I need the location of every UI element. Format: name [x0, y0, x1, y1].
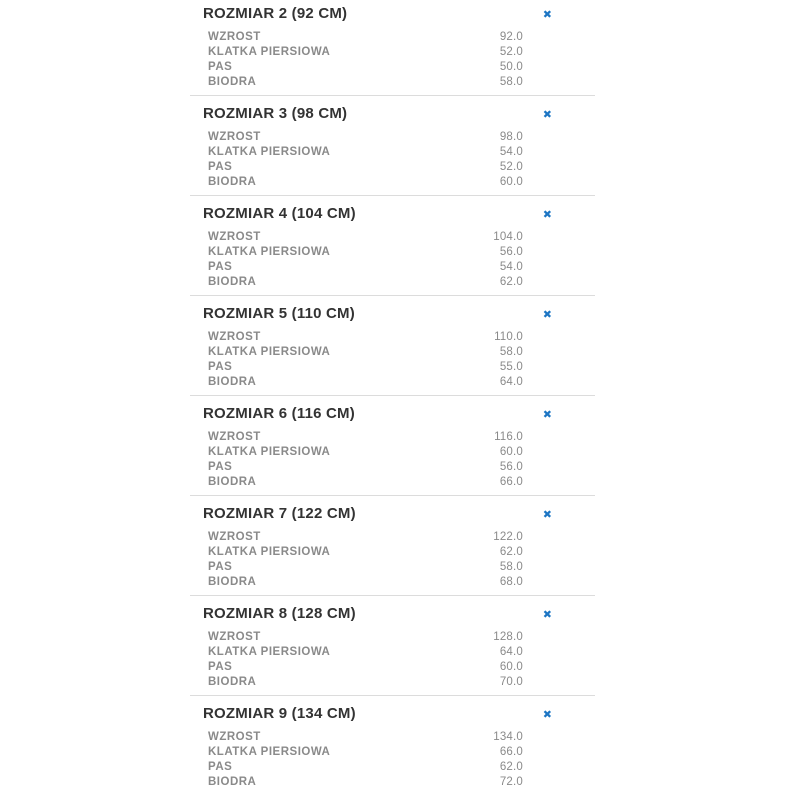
size-section-title: ROZMIAR 5 (110 CM) — [203, 305, 355, 322]
measurement-rows — [190, 730, 595, 790]
measurement-value: 110.0 — [494, 331, 523, 343]
measurement-row — [190, 675, 595, 690]
measurement-value: 50.0 — [499, 61, 523, 73]
measurement-label: BIODRA — [208, 676, 257, 688]
size-chart-panel — [190, 0, 595, 790]
measurement-row — [190, 375, 595, 390]
measurement-row — [190, 175, 595, 190]
size-section-title: ROZMIAR 9 (134 CM) — [203, 705, 356, 722]
measurement-value: 62.0 — [499, 546, 523, 558]
measurement-label: PAS — [208, 561, 233, 573]
remove-size-button[interactable] — [543, 9, 552, 20]
size-section — [190, 196, 595, 296]
measurement-row — [190, 260, 595, 275]
measurement-row — [190, 330, 595, 345]
measurement-value: 55.0 — [499, 361, 523, 373]
remove-size-button[interactable] — [543, 609, 552, 620]
measurement-label: WZROST — [208, 131, 261, 143]
size-section — [190, 0, 595, 96]
measurement-label: BIODRA — [208, 476, 257, 488]
measurement-rows — [190, 330, 595, 390]
close-icon: ✖ — [542, 407, 552, 421]
measurement-value: 104.0 — [493, 231, 523, 243]
measurement-value: 128.0 — [493, 631, 523, 643]
measurement-label: WZROST — [208, 231, 261, 243]
measurement-label: KLATKA PIERSIOWA — [208, 746, 331, 758]
measurement-label: PAS — [208, 761, 233, 773]
measurement-label: WZROST — [208, 631, 261, 643]
measurement-rows — [190, 430, 595, 490]
measurement-label: WZROST — [208, 731, 261, 743]
measurement-label: KLATKA PIERSIOWA — [208, 146, 331, 158]
measurement-value: 58.0 — [499, 76, 523, 88]
measurement-value: 58.0 — [499, 346, 523, 358]
measurement-label: PAS — [208, 161, 233, 173]
size-section-header — [190, 104, 595, 124]
measurement-label: PAS — [208, 61, 233, 73]
measurement-rows — [190, 530, 595, 590]
size-section-title: ROZMIAR 8 (128 CM) — [203, 605, 356, 622]
measurement-value: 68.0 — [499, 576, 523, 588]
remove-size-button[interactable] — [543, 209, 552, 220]
measurement-row — [190, 145, 595, 160]
measurement-row — [190, 630, 595, 645]
size-section-header — [190, 204, 595, 224]
size-section — [190, 296, 595, 396]
measurement-label: KLATKA PIERSIOWA — [208, 46, 331, 58]
measurement-value: 60.0 — [499, 446, 523, 458]
measurement-label: BIODRA — [208, 276, 257, 288]
measurement-value: 54.0 — [499, 146, 523, 158]
close-icon: ✖ — [542, 107, 552, 121]
measurement-label: PAS — [208, 261, 233, 273]
measurement-value: 62.0 — [499, 761, 523, 773]
measurement-row — [190, 60, 595, 75]
size-section-title: ROZMIAR 6 (116 CM) — [203, 405, 355, 422]
measurement-value: 56.0 — [499, 246, 523, 258]
size-section-title: ROZMIAR 2 (92 CM) — [203, 5, 348, 22]
close-icon: ✖ — [542, 7, 552, 21]
measurement-row — [190, 475, 595, 490]
size-section — [190, 396, 595, 496]
close-icon: ✖ — [542, 207, 552, 221]
measurement-row — [190, 130, 595, 145]
measurement-row — [190, 530, 595, 545]
measurement-row — [190, 30, 595, 45]
measurement-value: 66.0 — [499, 476, 523, 488]
measurement-label: KLATKA PIERSIOWA — [208, 446, 331, 458]
measurement-label: BIODRA — [208, 576, 257, 588]
measurement-label: KLATKA PIERSIOWA — [208, 646, 331, 658]
measurement-label: WZROST — [208, 331, 261, 343]
measurement-label: KLATKA PIERSIOWA — [208, 546, 331, 558]
measurement-label: BIODRA — [208, 176, 257, 188]
measurement-value: 70.0 — [499, 676, 523, 688]
close-icon: ✖ — [542, 307, 552, 321]
measurement-value: 62.0 — [499, 276, 523, 288]
measurement-row — [190, 575, 595, 590]
measurement-value: 52.0 — [499, 46, 523, 58]
measurement-row — [190, 745, 595, 760]
measurement-value: 54.0 — [499, 261, 523, 273]
measurement-rows — [190, 230, 595, 290]
measurement-value: 116.0 — [494, 431, 523, 443]
measurement-row — [190, 460, 595, 475]
size-section-title: ROZMIAR 7 (122 CM) — [203, 505, 356, 522]
size-section-header — [190, 504, 595, 524]
measurement-value: 92.0 — [499, 31, 523, 43]
measurement-value: 52.0 — [499, 161, 523, 173]
remove-size-button[interactable] — [543, 309, 552, 320]
measurement-row — [190, 560, 595, 575]
measurement-row — [190, 345, 595, 360]
measurement-row — [190, 545, 595, 560]
measurement-value: 66.0 — [499, 746, 523, 758]
size-section — [190, 496, 595, 596]
measurement-row — [190, 660, 595, 675]
measurement-row — [190, 430, 595, 445]
close-icon: ✖ — [542, 707, 552, 721]
measurement-row — [190, 75, 595, 90]
measurement-row — [190, 775, 595, 790]
measurement-row — [190, 245, 595, 260]
size-section-header — [190, 304, 595, 324]
measurement-value: 56.0 — [499, 461, 523, 473]
measurement-label: BIODRA — [208, 776, 257, 788]
size-section-header — [190, 604, 595, 624]
measurement-row — [190, 275, 595, 290]
measurement-label: PAS — [208, 661, 233, 673]
measurement-label: PAS — [208, 461, 233, 473]
measurement-row — [190, 760, 595, 775]
size-section-title: ROZMIAR 4 (104 CM) — [203, 205, 356, 222]
measurement-row — [190, 45, 595, 60]
measurement-row — [190, 360, 595, 375]
size-section-title: ROZMIAR 3 (98 CM) — [203, 105, 348, 122]
measurement-value: 60.0 — [499, 661, 523, 673]
size-section-header — [190, 4, 595, 24]
measurement-value: 72.0 — [499, 776, 523, 788]
measurement-value: 58.0 — [499, 561, 523, 573]
measurement-row — [190, 445, 595, 460]
size-section — [190, 96, 595, 196]
measurement-value: 122.0 — [493, 531, 523, 543]
size-section — [190, 696, 595, 790]
measurement-row — [190, 730, 595, 745]
measurement-value: 98.0 — [499, 131, 523, 143]
measurement-row — [190, 160, 595, 175]
measurement-label: KLATKA PIERSIOWA — [208, 346, 331, 358]
measurement-label: BIODRA — [208, 376, 257, 388]
measurement-rows — [190, 30, 595, 90]
measurement-label: BIODRA — [208, 76, 257, 88]
close-icon: ✖ — [542, 507, 552, 521]
measurement-label: WZROST — [208, 531, 261, 543]
measurement-row — [190, 645, 595, 660]
measurement-rows — [190, 130, 595, 190]
size-section-header — [190, 404, 595, 424]
measurement-value: 64.0 — [499, 646, 523, 658]
measurement-label: PAS — [208, 361, 233, 373]
close-icon: ✖ — [542, 607, 552, 621]
remove-size-button[interactable] — [543, 509, 552, 520]
size-section-header — [190, 704, 595, 724]
remove-size-button[interactable] — [543, 709, 552, 720]
measurement-rows — [190, 630, 595, 690]
measurement-value: 134.0 — [493, 731, 523, 743]
remove-size-button[interactable] — [543, 109, 552, 120]
measurement-label: KLATKA PIERSIOWA — [208, 246, 331, 258]
measurement-value: 64.0 — [499, 376, 523, 388]
measurement-row — [190, 230, 595, 245]
remove-size-button[interactable] — [543, 409, 552, 420]
measurement-label: WZROST — [208, 431, 261, 443]
measurement-value: 60.0 — [499, 176, 523, 188]
size-section — [190, 596, 595, 696]
measurement-label: WZROST — [208, 31, 261, 43]
